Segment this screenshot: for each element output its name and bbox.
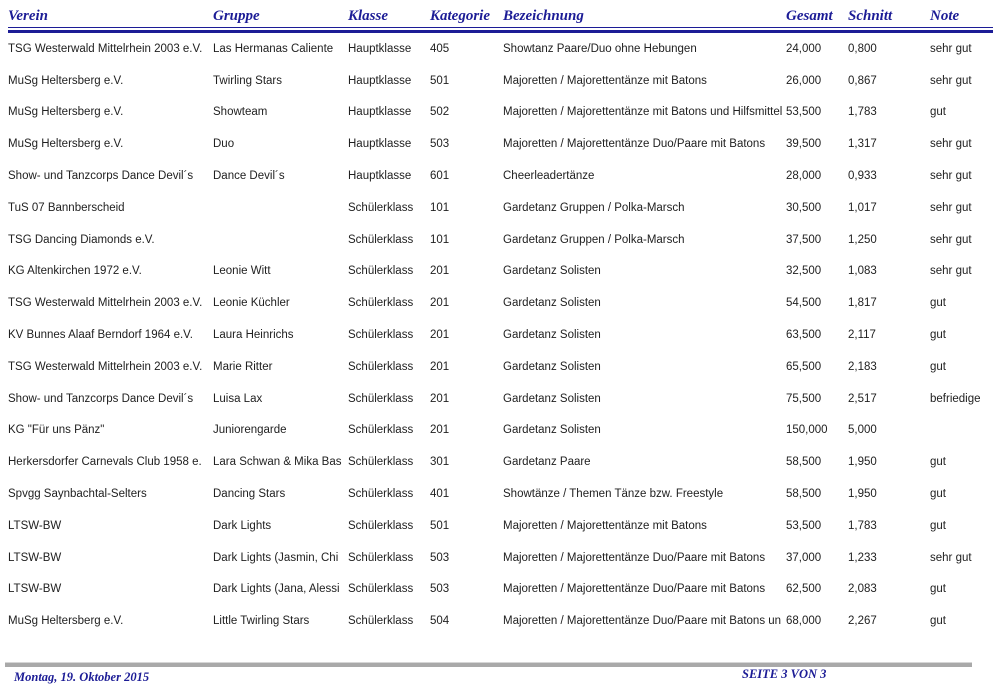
cell-verein: TSG Westerwald Mittelrhein 2003 e.V. [8,42,203,55]
cell-gruppe: Juniorengarde [213,424,287,437]
cell-gesamt: 62,500 [786,583,822,596]
cell-klasse: Schülerklass [348,233,414,246]
cell-schnitt: 5,000 [848,424,877,437]
cell-kategorie: 401 [430,488,450,501]
cell-kategorie: 201 [430,297,450,310]
cell-kategorie: 503 [430,138,450,151]
cell-schnitt: 0,933 [848,170,877,183]
cell-bezeichnung: Gardetanz Gruppen / Polka-Marsch [503,201,685,214]
table-row [8,574,1000,606]
cell-verein: TSG Dancing Diamonds e.V. [8,233,155,246]
cell-bezeichnung: Majoretten / Majorettentänze Duo/Paare mit Batons [503,583,766,596]
cell-gruppe: Lara Schwan & Mika Bas [213,456,342,469]
cell-gesamt: 63,500 [786,329,822,342]
cell-verein: KG "Für uns Pänz" [8,424,105,437]
table-row [8,160,1000,192]
cell-kategorie: 502 [430,106,450,119]
cell-bezeichnung: Gardetanz Paare [503,456,591,469]
cell-kategorie: 101 [430,233,450,246]
cell-bezeichnung: Majoretten / Majorettentänze mit Batons [503,74,707,87]
cell-klasse: Schülerklass [348,360,414,373]
cell-bezeichnung: Gardetanz Solisten [503,360,601,373]
cell-kategorie: 201 [430,329,450,342]
cell-klasse: Hauptklasse [348,106,412,119]
table-row [8,383,1000,415]
table-row [8,224,1000,256]
cell-gesamt: 39,500 [786,138,822,151]
cell-note: gut [930,360,946,373]
cell-kategorie: 501 [430,519,450,532]
cell-schnitt: 1,783 [848,519,877,532]
cell-schnitt: 2,183 [848,360,877,373]
cell-note: sehr gut [930,42,972,55]
cell-verein: Show- und Tanzcorps Dance Devil´s [8,392,194,405]
cell-schnitt: 2,267 [848,615,877,628]
cell-verein: KG Altenkirchen 1972 e.V. [8,265,142,278]
footer-rule [5,662,972,667]
cell-gruppe: Laura Heinrichs [213,329,294,342]
cell-verein: TSG Westerwald Mittelrhein 2003 e.V. [8,297,203,310]
cell-klasse: Hauptklasse [348,138,412,151]
cell-schnitt: 0,867 [848,74,877,87]
cell-klasse: Hauptklasse [348,170,412,183]
cell-bezeichnung: Gardetanz Solisten [503,265,601,278]
cell-gesamt: 68,000 [786,615,822,628]
cell-klasse: Schülerklass [348,424,414,437]
cell-verein: LTSW-BW [8,519,62,532]
column-header-bezeichnung: Bezeichnung [503,8,584,24]
cell-verein: LTSW-BW [8,551,62,564]
cell-kategorie: 601 [430,170,450,183]
cell-note: gut [930,583,946,596]
column-header-gesamt: Gesamt [786,8,833,24]
cell-verein: TSG Westerwald Mittelrhein 2003 e.V. [8,360,203,373]
cell-note: gut [930,329,946,342]
table-row [8,319,1000,351]
table-row [8,446,1000,478]
table-header-row [8,0,1000,27]
cell-gesamt: 24,000 [786,42,822,55]
cell-gruppe: Marie Ritter [213,360,273,373]
cell-schnitt: 1,950 [848,456,877,469]
cell-bezeichnung: Cheerleadertänze [503,170,595,183]
cell-bezeichnung: Gardetanz Solisten [503,424,601,437]
table-row [8,605,1000,637]
table-row [8,478,1000,510]
footer-page-label: SEITE 3 VON 3 [742,667,827,681]
cell-gesamt: 54,500 [786,297,822,310]
cell-bezeichnung: Gardetanz Solisten [503,297,601,310]
cell-gesamt: 65,500 [786,360,822,373]
cell-kategorie: 201 [430,360,450,373]
table-row [8,33,1000,65]
table-row [8,351,1000,383]
column-header-verein: Verein [8,8,49,24]
cell-verein: MuSg Heltersberg e.V. [8,106,124,119]
table-row [8,415,1000,447]
cell-kategorie: 101 [430,201,450,214]
cell-bezeichnung: Showtänze / Themen Tänze bzw. Freestyle [503,488,724,501]
cell-gruppe: Dark Lights (Jasmin, Chi [213,551,339,564]
cell-kategorie: 201 [430,424,450,437]
table-row [8,542,1000,574]
cell-note: gut [930,488,946,501]
cell-note: sehr gut [930,170,972,183]
column-header-kategorie: Kategorie [430,8,490,24]
cell-klasse: Schülerklass [348,583,414,596]
cell-gesamt: 37,000 [786,551,822,564]
cell-gesamt: 37,500 [786,233,822,246]
table-row [8,97,1000,129]
cell-gesamt: 75,500 [786,392,822,405]
cell-verein: KV Bunnes Alaaf Berndorf 1964 e.V. [8,329,193,342]
cell-note: befriedige [930,392,981,405]
cell-kategorie: 301 [430,456,450,469]
column-header-note: Note [930,8,960,24]
cell-kategorie: 501 [430,74,450,87]
cell-gruppe: Las Hermanas Caliente [213,42,334,55]
cell-gesamt: 53,500 [786,106,822,119]
cell-bezeichnung: Gardetanz Solisten [503,329,601,342]
cell-schnitt: 1,233 [848,551,877,564]
table-row [8,192,1000,224]
cell-verein: Herkersdorfer Carnevals Club 1958 e. [8,456,202,469]
cell-kategorie: 405 [430,42,450,55]
cell-gruppe: Dark Lights (Jana, Alessi [213,583,340,596]
table-row [8,510,1000,542]
cell-klasse: Hauptklasse [348,74,412,87]
cell-gesamt: 30,500 [786,201,822,214]
cell-gesamt: 26,000 [786,74,822,87]
cell-note: gut [930,456,946,469]
cell-klasse: Schülerklass [348,329,414,342]
cell-note: sehr gut [930,233,972,246]
cell-note: sehr gut [930,74,972,87]
table-row [8,128,1000,160]
cell-note: sehr gut [930,138,972,151]
cell-gruppe: Duo [213,138,235,151]
cell-gruppe: Luisa Lax [213,392,263,405]
cell-note: gut [930,297,946,310]
cell-gruppe: Leonie Witt [213,265,271,278]
cell-klasse: Schülerklass [348,615,414,628]
cell-note: sehr gut [930,265,972,278]
cell-verein: Spvgg Saynbachtal-Selters [8,488,147,501]
cell-schnitt: 1,317 [848,138,877,151]
cell-gesamt: 32,500 [786,265,822,278]
cell-klasse: Schülerklass [348,551,414,564]
cell-bezeichnung: Showtanz Paare/Duo ohne Hebungen [503,42,697,55]
cell-gruppe: Dancing Stars [213,488,286,501]
cell-bezeichnung: Majoretten / Majorettentänze mit Batons und Hilfsmittel [503,106,783,119]
cell-verein: TuS 07 Bannberscheid [8,201,125,214]
cell-gruppe: Leonie Küchler [213,297,290,310]
cell-kategorie: 201 [430,392,450,405]
cell-note: gut [930,106,946,119]
cell-note: sehr gut [930,551,972,564]
cell-note: gut [930,615,946,628]
cell-verein: Show- und Tanzcorps Dance Devil´s [8,170,194,183]
cell-verein: LTSW-BW [8,583,62,596]
column-header-gruppe: Gruppe [213,8,260,24]
cell-gruppe: Dark Lights [213,519,272,532]
cell-kategorie: 503 [430,551,450,564]
cell-gesamt: 28,000 [786,170,822,183]
column-header-schnitt: Schnitt [848,8,893,24]
cell-klasse: Hauptklasse [348,42,412,55]
cell-note: gut [930,519,946,532]
cell-klasse: Schülerklass [348,297,414,310]
cell-schnitt: 1,817 [848,297,877,310]
cell-bezeichnung: Gardetanz Solisten [503,392,601,405]
cell-schnitt: 1,783 [848,106,877,119]
cell-note: sehr gut [930,201,972,214]
cell-klasse: Schülerklass [348,201,414,214]
table-body [8,33,1000,637]
cell-kategorie: 504 [430,615,450,628]
cell-gruppe: Twirling Stars [213,74,283,87]
cell-bezeichnung: Majoretten / Majorettentänze Duo/Paare mit Batons [503,551,766,564]
cell-schnitt: 1,083 [848,265,877,278]
cell-kategorie: 503 [430,583,450,596]
cell-klasse: Schülerklass [348,519,414,532]
table-row [8,287,1000,319]
cell-gruppe: Showteam [213,106,268,119]
cell-schnitt: 1,950 [848,488,877,501]
cell-verein: MuSg Heltersberg e.V. [8,74,124,87]
cell-gruppe: Little Twirling Stars [213,615,310,628]
cell-klasse: Schülerklass [348,456,414,469]
cell-schnitt: 2,517 [848,392,877,405]
cell-gesamt: 53,500 [786,519,822,532]
cell-bezeichnung: Gardetanz Gruppen / Polka-Marsch [503,233,685,246]
cell-gesamt: 58,500 [786,488,822,501]
cell-klasse: Schülerklass [348,488,414,501]
cell-bezeichnung: Majoretten / Majorettentänze Duo/Paare mit Batons [503,138,766,151]
cell-verein: MuSg Heltersberg e.V. [8,138,124,151]
cell-verein: MuSg Heltersberg e.V. [8,615,124,628]
table-row [8,256,1000,288]
cell-bezeichnung: Majoretten / Majorettentänze Duo/Paare mit Batons un [503,615,782,628]
cell-schnitt: 1,017 [848,201,877,214]
cell-gesamt: 58,500 [786,456,822,469]
cell-klasse: Schülerklass [348,392,414,405]
column-header-klasse: Klasse [348,8,389,24]
cell-gesamt: 150,000 [786,424,828,437]
cell-kategorie: 201 [430,265,450,278]
cell-bezeichnung: Majoretten / Majorettentänze mit Batons [503,519,707,532]
cell-schnitt: 2,117 [848,329,876,342]
cell-klasse: Schülerklass [348,265,414,278]
cell-schnitt: 0,800 [848,42,877,55]
cell-schnitt: 2,083 [848,583,877,596]
cell-gruppe: Dance Devil´s [213,170,285,183]
footer-date: Montag, 19. Oktober 2015 [14,670,150,684]
cell-schnitt: 1,250 [848,233,877,246]
table-row [8,65,1000,97]
